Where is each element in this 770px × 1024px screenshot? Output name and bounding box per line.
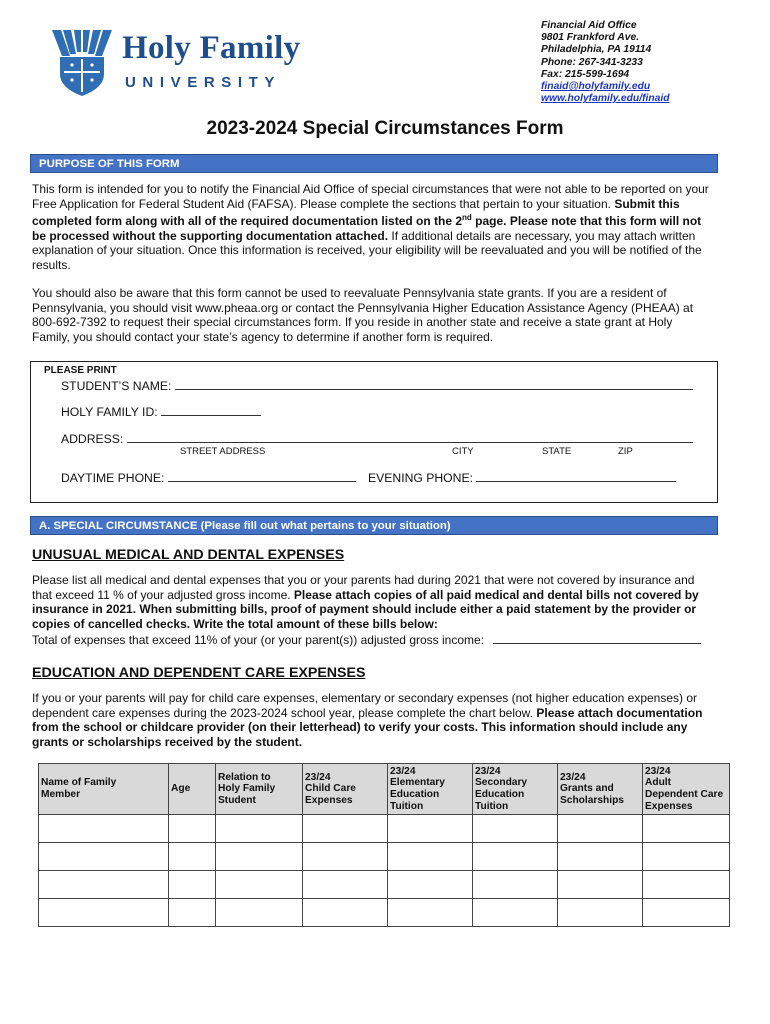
cell-relation[interactable] bbox=[216, 899, 303, 927]
header-relation bbox=[216, 764, 303, 815]
state-caption: STATE bbox=[542, 446, 572, 457]
header-line: Holy Family bbox=[218, 783, 276, 795]
office-line: 9801 Frankford Ave. bbox=[541, 32, 640, 44]
holy-family-id-line[interactable] bbox=[161, 404, 261, 416]
cell-family-member[interactable] bbox=[39, 843, 169, 871]
daytime-phone-label: DAYTIME PHONE: bbox=[61, 471, 165, 485]
header-line: Scholarships bbox=[560, 794, 624, 806]
office-contact-block bbox=[541, 20, 670, 105]
office-line: Financial Aid Office bbox=[541, 20, 637, 31]
cell-grants-scholarships[interactable] bbox=[558, 871, 643, 899]
header-line: Education bbox=[475, 789, 525, 800]
cell-adult-dependent-care[interactable] bbox=[643, 843, 730, 871]
holy-family-id-label: HOLY FAMILY ID: bbox=[61, 405, 158, 419]
holy-family-id-field[interactable] bbox=[61, 404, 261, 419]
cell-secondary-tuition[interactable] bbox=[473, 843, 558, 871]
cell-grants-scholarships[interactable] bbox=[558, 815, 643, 843]
special-circumstance-bar: A. SPECIAL CIRCUMSTANCE (Please fill out what pertains to your situation) bbox=[30, 516, 718, 535]
cell-secondary-tuition[interactable] bbox=[473, 899, 558, 927]
shield-logo-icon bbox=[52, 30, 112, 96]
medical-total-field[interactable] bbox=[32, 632, 712, 648]
cell-relation[interactable] bbox=[216, 843, 303, 871]
cell-elementary-tuition[interactable] bbox=[388, 815, 473, 843]
office-line: Philadelphia, PA 19114 bbox=[541, 44, 652, 56]
street-address-caption: STREET ADDRESS bbox=[180, 446, 266, 457]
logo-name: Holy Family bbox=[122, 30, 301, 66]
header-line: Tuition bbox=[475, 800, 509, 812]
daytime-phone-field[interactable] bbox=[61, 470, 356, 485]
education-text: If you or your parents will pay for child care expenses, elementary or secondary expenses (not higher education expenses) or dependent care expenses during the 2023-2024 school year, please complete the chart below. bbox=[32, 691, 698, 720]
cell-relation[interactable] bbox=[216, 871, 303, 899]
medical-total-label: Total of expenses that exceed 11% of your (or your parent(s)) adjusted gross income: bbox=[32, 633, 485, 647]
student-name-line[interactable] bbox=[175, 378, 693, 390]
evening-phone-label: EVENING PHONE: bbox=[368, 471, 473, 485]
header-line: Age bbox=[171, 783, 191, 795]
purpose-superscript: nd bbox=[462, 213, 472, 222]
email-link[interactable]: finaid@holyfamily.edu bbox=[541, 81, 651, 93]
header-line: Child Care bbox=[305, 783, 356, 795]
medical-heading: UNUSUAL MEDICAL AND DENTAL EXPENSES bbox=[32, 547, 345, 563]
cell-age[interactable] bbox=[169, 899, 216, 927]
evening-phone-field[interactable] bbox=[368, 470, 676, 485]
student-name-label: STUDENT’S NAME: bbox=[61, 379, 172, 393]
header-line: 23/24 bbox=[305, 771, 331, 783]
cell-age[interactable] bbox=[169, 815, 216, 843]
purpose-bold-text: Submit this completed form along with all of the required documentation listed on the 2 bbox=[32, 196, 680, 228]
header-line: Education bbox=[390, 789, 440, 800]
header-line: Relation to bbox=[218, 771, 271, 783]
header-line: Tuition bbox=[390, 800, 424, 812]
education-bold-text: Please attach documentation from the school or childcare provider (on their letterhead) to verify your costs. This information should include any grants or scholarships received by the student. bbox=[32, 705, 703, 749]
table-row bbox=[39, 815, 730, 843]
medical-paragraph bbox=[32, 573, 712, 631]
office-line: Phone: 267-341-3233 bbox=[541, 56, 643, 68]
education-paragraph bbox=[32, 691, 712, 749]
header-line: Secondary bbox=[475, 777, 528, 789]
cell-child-care[interactable] bbox=[303, 899, 388, 927]
header-line: Grants and bbox=[560, 783, 614, 795]
header-line: 23/24 bbox=[560, 771, 586, 783]
table-body bbox=[39, 815, 730, 927]
website-link[interactable]: www.holyfamily.edu/finaid bbox=[541, 93, 670, 105]
medical-text: Please list all medical and dental expenses that you or your parents had during 2021 that were not covered by insurance and that exceed 11 % of your adjusted gross income. bbox=[32, 573, 695, 602]
cell-family-member[interactable] bbox=[39, 871, 169, 899]
address-field[interactable] bbox=[61, 431, 693, 446]
header-line: Elementary bbox=[390, 777, 445, 789]
table-header-row bbox=[39, 764, 730, 815]
cell-family-member[interactable] bbox=[39, 815, 169, 843]
zip-caption: ZIP bbox=[618, 446, 633, 457]
header-line: Expenses bbox=[645, 800, 693, 812]
address-label: ADDRESS: bbox=[61, 432, 124, 446]
header-line: Adult bbox=[645, 777, 672, 789]
header-family-member bbox=[39, 764, 169, 815]
cell-adult-dependent-care[interactable] bbox=[643, 899, 730, 927]
cell-adult-dependent-care[interactable] bbox=[643, 815, 730, 843]
header-line: Dependent Care bbox=[645, 789, 724, 800]
please-print-label: PLEASE PRINT bbox=[44, 365, 117, 376]
university-logo bbox=[52, 28, 342, 100]
header-child-care bbox=[303, 764, 388, 815]
medical-bold-text: Please attach copies of all paid medical and dental bills not covered by insurance in 2021. When submitting bills, proof of payment should include either a paid statement by the provider or copies of cancelled checks. Write the total amount of these bills below: bbox=[32, 587, 699, 631]
address-line[interactable] bbox=[127, 431, 693, 443]
table-row bbox=[39, 843, 730, 871]
evening-phone-line[interactable] bbox=[476, 470, 676, 482]
cell-secondary-tuition[interactable] bbox=[473, 815, 558, 843]
cell-child-care[interactable] bbox=[303, 843, 388, 871]
education-heading: EDUCATION AND DEPENDENT CARE EXPENSES bbox=[32, 665, 366, 681]
header-line: 23/24 bbox=[390, 765, 416, 777]
purpose-section-bar: PURPOSE OF THIS FORM bbox=[30, 154, 718, 173]
header-line: Student bbox=[218, 794, 256, 806]
purpose-bold-text-2: page. Please note that this form will not be processed without the supporting documentation attached. bbox=[32, 214, 702, 243]
expenses-table bbox=[38, 763, 730, 927]
purpose-paragraph-2: You should also be aware that this form cannot be used to reevaluate Pennsylvania state grants. If you are a resident of Pennsylvania, you should visit www.pheaa.org or contact the Pennsylvania Higher Education Assistance Agency (PHEAA) at 800-692-7392 to request their special circumstances form. If you reside in another state and receive a state grant at Holy Family, you should contact your state’s agency to determine if another form is required. bbox=[32, 286, 694, 344]
table-row bbox=[39, 871, 730, 899]
cell-elementary-tuition[interactable] bbox=[388, 899, 473, 927]
header-line: 23/24 bbox=[645, 765, 671, 777]
cell-relation[interactable] bbox=[216, 815, 303, 843]
office-line: Fax: 215-599-1694 bbox=[541, 68, 630, 80]
header-adult-dependent-care bbox=[643, 764, 730, 815]
cell-grants-scholarships[interactable] bbox=[558, 843, 643, 871]
header-secondary-tuition bbox=[473, 764, 558, 815]
table-row bbox=[39, 899, 730, 927]
cell-elementary-tuition[interactable] bbox=[388, 843, 473, 871]
cell-child-care[interactable] bbox=[303, 871, 388, 899]
cell-elementary-tuition[interactable] bbox=[388, 871, 473, 899]
daytime-phone-line[interactable] bbox=[168, 470, 356, 482]
cell-family-member[interactable] bbox=[39, 899, 169, 927]
student-name-field[interactable] bbox=[61, 378, 693, 393]
city-caption: CITY bbox=[452, 446, 474, 457]
cell-grants-scholarships[interactable] bbox=[558, 899, 643, 927]
header-elementary-tuition bbox=[388, 764, 473, 815]
header-line: Name of Family bbox=[41, 777, 117, 789]
cell-age[interactable] bbox=[169, 843, 216, 871]
purpose-paragraph-1 bbox=[32, 182, 712, 272]
purpose-text-2: If additional details are necessary, you may attach written explanation of your situation. Once this information is received, your eligibility will be reevaluated and you will be notified of the results. bbox=[32, 228, 702, 272]
header-age bbox=[169, 764, 216, 815]
logo-subtitle: UNIVERSITY bbox=[125, 74, 282, 91]
header-line: Member bbox=[41, 789, 81, 800]
header-line: 23/24 bbox=[475, 765, 501, 777]
header-grants-scholarships bbox=[558, 764, 643, 815]
cell-adult-dependent-care[interactable] bbox=[643, 871, 730, 899]
medical-total-line[interactable] bbox=[493, 632, 701, 644]
cell-child-care[interactable] bbox=[303, 815, 388, 843]
cell-age[interactable] bbox=[169, 871, 216, 899]
header-line: Expenses bbox=[305, 794, 353, 806]
purpose-text: This form is intended for you to notify the Financial Aid Office of special circumstances that were not able to be reported on your Free Application for Federal Student Aid (FAFSA). Please complete the sections that pertain to your situation. bbox=[32, 182, 709, 211]
form-title: 2023-2024 Special Circumstances Form bbox=[206, 118, 564, 139]
cell-secondary-tuition[interactable] bbox=[473, 871, 558, 899]
